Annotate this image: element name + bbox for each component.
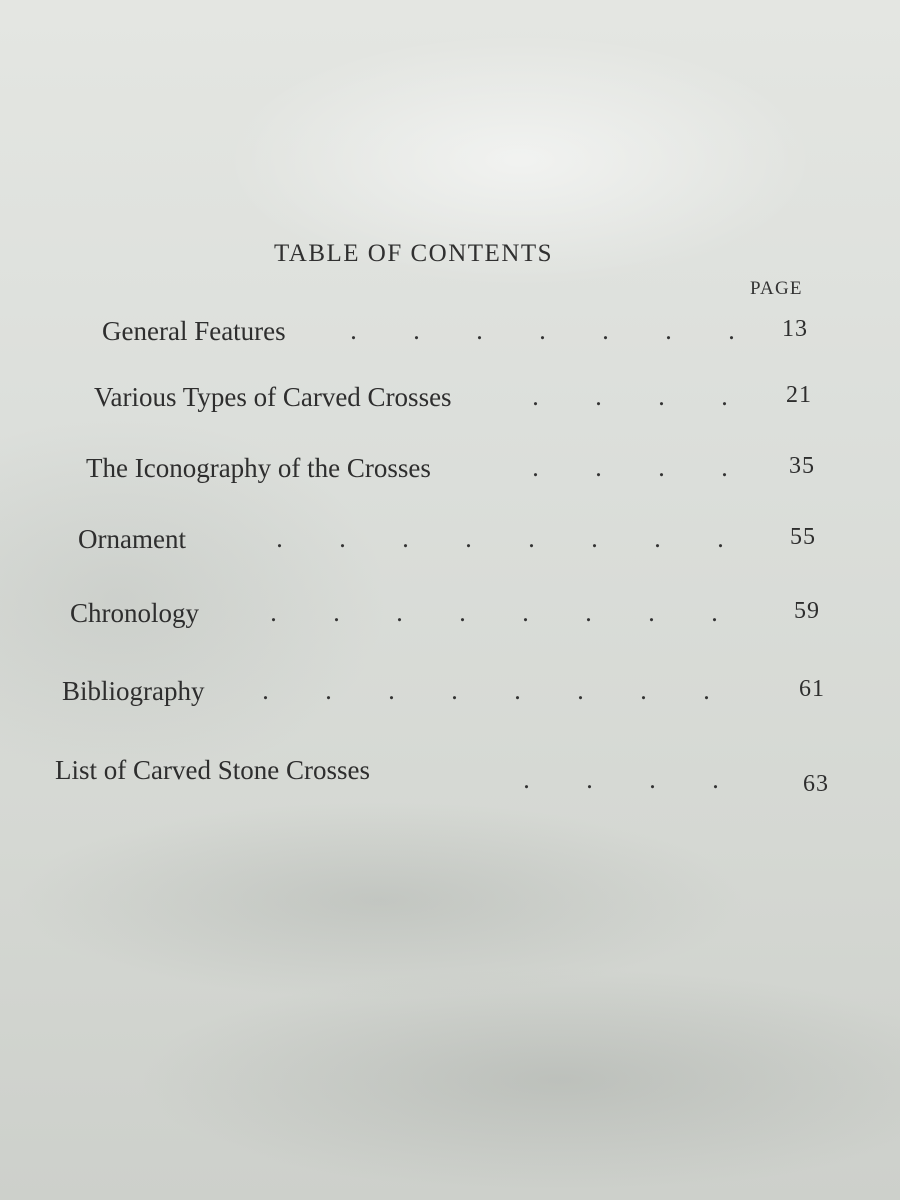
toc-entry-general-features [102,316,822,356]
toc-entry-iconography [86,453,826,493]
dot-leader: . . . . [523,765,719,794]
toc-entry-ornament [78,524,828,564]
toc-entry-page: 59 [794,598,820,624]
toc-entry-title: The Iconography of the Crosses [86,453,431,483]
toc-entry-bibliography [62,676,832,716]
dot-leader: . . . . . . . . [262,676,710,705]
toc-entry-page: 35 [789,453,815,479]
toc-entry-page: 55 [790,524,816,550]
toc-entry-chronology [70,598,830,638]
toc-entry-list-of-crosses [55,755,845,795]
toc-entry-title: Chronology [70,598,200,628]
dot-leader: . . . . . . . . [270,598,718,627]
dot-leader: . . . . [532,453,728,482]
toc-entry-title: Ornament [78,524,186,554]
toc-entry-title: Various Types of Carved Crosses [94,382,452,412]
toc-entry-title: Bibliography [62,676,205,706]
dot-leader: . . . . [532,382,728,411]
toc-entry-page: 21 [786,382,812,408]
page-title: TABLE OF CONTENTS [274,240,554,267]
toc-entry-page: 13 [782,316,808,342]
toc-entry-page: 63 [803,771,829,797]
toc-entry-page: 61 [799,676,825,702]
page-column-label: PAGE [750,278,803,299]
toc-entry-various-types [94,382,824,422]
dot-leader: . . . . . . . [350,316,735,345]
toc-entry-title: List of Carved Stone Crosses [55,755,370,785]
dot-leader: . . . . . . . . [276,524,724,553]
toc-entry-title: General Features [102,316,286,346]
